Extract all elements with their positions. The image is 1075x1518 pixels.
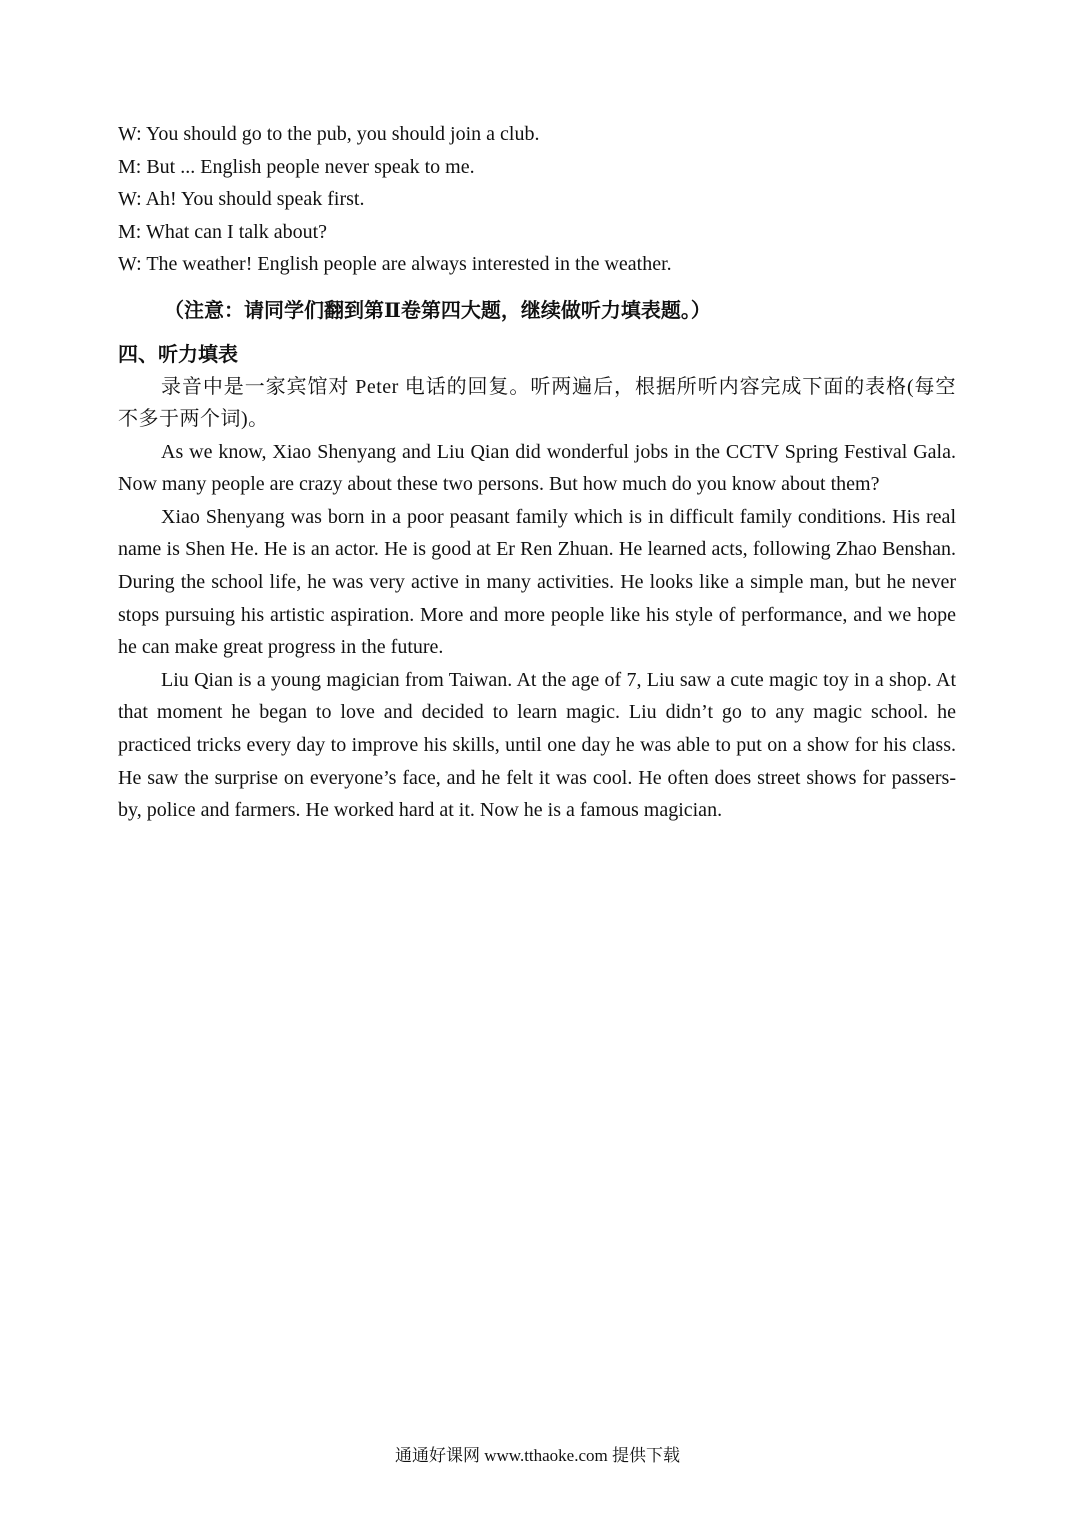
section-heading: 四、听力填表 — [118, 343, 238, 366]
page-footer: 通通好课网 www.tthaoke.com 提供下载 — [394, 1446, 681, 1465]
dialogue-line-2: M: But ... English people never speak to me. — [118, 155, 475, 178]
passage-paragraph-liu-qian: Liu Qian is a young magician from Taiwan. At the age of 7, Liu saw a cute magic toy in a shop. At that moment he began to love and decided to learn magic. Liu didn’t go to any magic school. he practiced tricks every day to improve his skills, until one day he was able to put on a show for his class. He saw the surprise on everyone’s face, and he felt it was cool. He often does street shows for passers-by, police and farmers. He worked hard at it. Now he is a famous magician. — [118, 668, 956, 822]
document-page — [118, 118, 956, 827]
dialogue-line-3: W: Ah! You should speak first. — [118, 188, 365, 210]
dialogue-line-4: M: What can I talk about? — [118, 220, 328, 243]
passage-paragraph-xiao-shenyang: Xiao Shenyang was born in a poor peasant family which is in difficult family conditions. His real name is Shen He. He is an actor. He is good at Er Ren Zhuan. He learned acts, following Zhao Benshan. During the school life, he was very active in many activities. He looks like a simple man, but he never stops pursuing his artistic aspiration. More and more people like his style of performance, and we hope he can make great progress in the future. — [118, 505, 956, 659]
dialogue-line-1: W: You should go to the pub, you should join a club. — [118, 123, 540, 145]
task-instruction: 录音中是一家宾馆对 Peter 电话的回复。听两遍后，根据所听内容完成下面的表格(每空不多于两个词)。 — [118, 375, 956, 431]
instruction-note: （注意：请同学们翻到第Ⅱ卷第四大题，继续做听力填表题。） — [164, 299, 711, 322]
passage-paragraph-intro: As we know, Xiao Shenyang and Liu Qian did wonderful jobs in the CCTV Spring Festival Gala. Now many people are crazy about these two persons. But how much do you know about them? — [118, 440, 956, 496]
dialogue-line-5: W: The weather! English people are always interested in the weather. — [118, 253, 672, 275]
